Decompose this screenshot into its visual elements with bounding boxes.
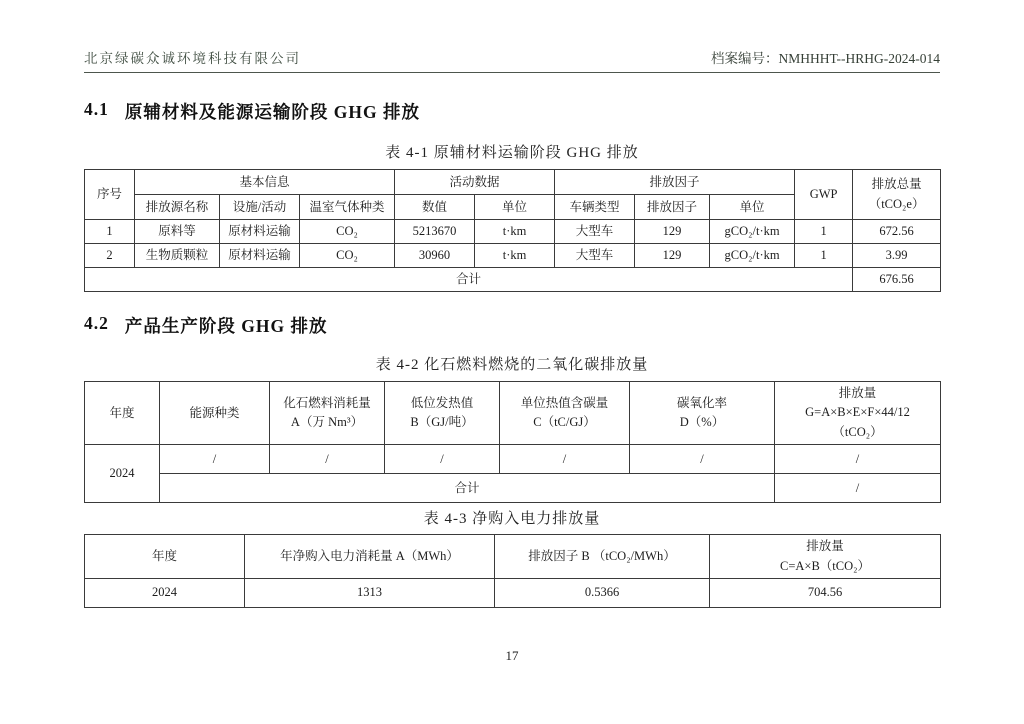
total-label: 合计: [160, 474, 775, 503]
col-header-emissions: [710, 535, 941, 579]
col-header-emission-factor-group: 排放因子: [555, 170, 795, 195]
cell-consumption: 1313: [245, 578, 495, 607]
col-header-energy-type: 能源种类: [160, 382, 270, 445]
col-header-activity-data: 活动数据: [395, 170, 555, 195]
cell-ghg: CO₂: [300, 244, 395, 268]
doc-number: 档案编号：NMHHHT--HRHG-2024-014: [711, 51, 940, 66]
col-header-emission-factor: 排放因子 B （tCO₂/MWh）: [495, 535, 710, 579]
table-row: [85, 382, 941, 445]
header-line: （tCO₂）: [832, 424, 883, 439]
section-4-2-heading: [84, 313, 940, 338]
table-row: [85, 535, 941, 579]
col-header-ghg-type: 温室气体种类: [300, 195, 395, 220]
col-header-unit2: 单位: [710, 195, 795, 220]
table-row: [85, 578, 941, 607]
col-header-total-line2: （tCO₂e）: [868, 196, 925, 211]
cell-slash: /: [775, 445, 941, 474]
cell-factor: 0.5366: [495, 578, 710, 607]
col-header-vehicle-type: 车辆类型: [555, 195, 635, 220]
table-4-3-caption: 表 4-3 净购入电力排放量: [423, 511, 601, 528]
cell-ghg: CO₂: [300, 220, 395, 244]
table-row: [85, 170, 941, 195]
table-total-row: [85, 474, 941, 503]
table-total-row: [85, 268, 941, 292]
cell-emissions: 704.56: [710, 578, 941, 607]
cell-gwp: 1: [795, 220, 853, 244]
table-row: [85, 244, 941, 268]
header-line: B（GJ/吨）: [410, 415, 474, 430]
cell-source: 原料等: [135, 220, 220, 244]
col-header-carbon-content: [500, 382, 630, 445]
header-line: 碳氧化率: [676, 395, 727, 410]
table-row: [85, 445, 941, 474]
cell-year: 2024: [85, 578, 245, 607]
cell-source: 生物质颗粒: [135, 244, 220, 268]
header-line: 排放量: [806, 539, 844, 554]
company-name: 北京绿碳众诚环境科技有限公司: [84, 51, 301, 66]
col-header-ncv: [385, 382, 500, 445]
section-4-1-number: 4.1: [84, 99, 109, 119]
table-4-2-caption: 表 4-2 化石燃料燃烧的二氧化碳排放量: [375, 357, 649, 373]
cell-slash: /: [270, 445, 385, 474]
cell-slash: /: [630, 445, 775, 474]
table-row: [85, 220, 941, 244]
cell-total: 3.99: [853, 244, 941, 268]
header-line: G=A×B×E×F×44/12: [805, 405, 910, 420]
page-number: 17: [505, 648, 519, 663]
total-value: /: [775, 474, 941, 503]
col-header-year: 年度: [85, 382, 160, 445]
col-header-emission-factor: 排放因子: [635, 195, 710, 220]
col-header-unit: 单位: [475, 195, 555, 220]
cell-facility: 原材料运输: [220, 220, 300, 244]
header-line: 低位发热值: [410, 395, 474, 410]
cell-unit: t·km: [475, 220, 555, 244]
cell-slash: /: [385, 445, 500, 474]
section-4-2-title: 产品生产阶段 GHG 排放: [124, 316, 328, 336]
cell-slash: /: [160, 445, 270, 474]
header-line: A（万 Nm³）: [290, 415, 364, 430]
table-4-2: [84, 381, 941, 503]
col-header-emissions: [775, 382, 941, 445]
col-header-total-line1: 排放总量: [871, 177, 922, 192]
cell-slash: /: [500, 445, 630, 474]
section-4-2-number: 4.2: [84, 313, 109, 333]
col-header-basic-info: 基本信息: [135, 170, 395, 195]
cell-value: 5213670: [395, 220, 475, 244]
header-line: 排放量: [838, 386, 877, 400]
header-line: C=A×B（tCO₂）: [780, 558, 870, 573]
col-header-oxidation-rate: [630, 382, 775, 445]
col-header-year: 年度: [85, 535, 245, 579]
table-4-1-caption: 表 4-1 原辅材料运输阶段 GHG 排放: [385, 145, 639, 161]
cell-factor-unit: gCO₂/t·km: [710, 244, 795, 268]
header-line: D（%）: [679, 415, 725, 430]
col-header-electricity-consumption: 年净购入电力消耗量 A（MWh）: [245, 535, 495, 579]
cell-year: 2024: [85, 445, 160, 503]
section-4-1-title: 原辅材料及能源运输阶段 GHG 排放: [124, 102, 420, 122]
col-header-source-name: 排放源名称: [135, 195, 220, 220]
col-header-value: 数值: [395, 195, 475, 220]
header-line: 化石燃料消耗量: [283, 395, 371, 410]
col-header-total: [853, 170, 941, 220]
cell-seq: 1: [85, 220, 135, 244]
cell-gwp: 1: [795, 244, 853, 268]
cell-seq: 2: [85, 244, 135, 268]
total-value: 676.56: [853, 268, 941, 292]
cell-vehicle: 大型车: [555, 220, 635, 244]
table-4-3: [84, 534, 941, 608]
col-header-fuel-consumption: [270, 382, 385, 445]
cell-factor: 129: [635, 244, 710, 268]
cell-factor: 129: [635, 220, 710, 244]
total-label: 合计: [85, 268, 853, 292]
page-header: [84, 0, 940, 73]
section-4-1-heading: [84, 99, 940, 124]
cell-factor-unit: gCO₂/t·km: [710, 220, 795, 244]
col-header-facility: 设施/活动: [220, 195, 300, 220]
cell-total: 672.56: [853, 220, 941, 244]
table-4-1: [84, 169, 941, 292]
cell-facility: 原材料运输: [220, 244, 300, 268]
col-header-xuhao: 序号: [85, 170, 135, 220]
cell-value: 30960: [395, 244, 475, 268]
cell-unit: t·km: [475, 244, 555, 268]
col-header-gwp: GWP: [795, 170, 853, 220]
header-line: C（tC/GJ）: [533, 415, 596, 430]
cell-vehicle: 大型车: [555, 244, 635, 268]
header-line: 单位热值含碳量: [520, 395, 609, 410]
